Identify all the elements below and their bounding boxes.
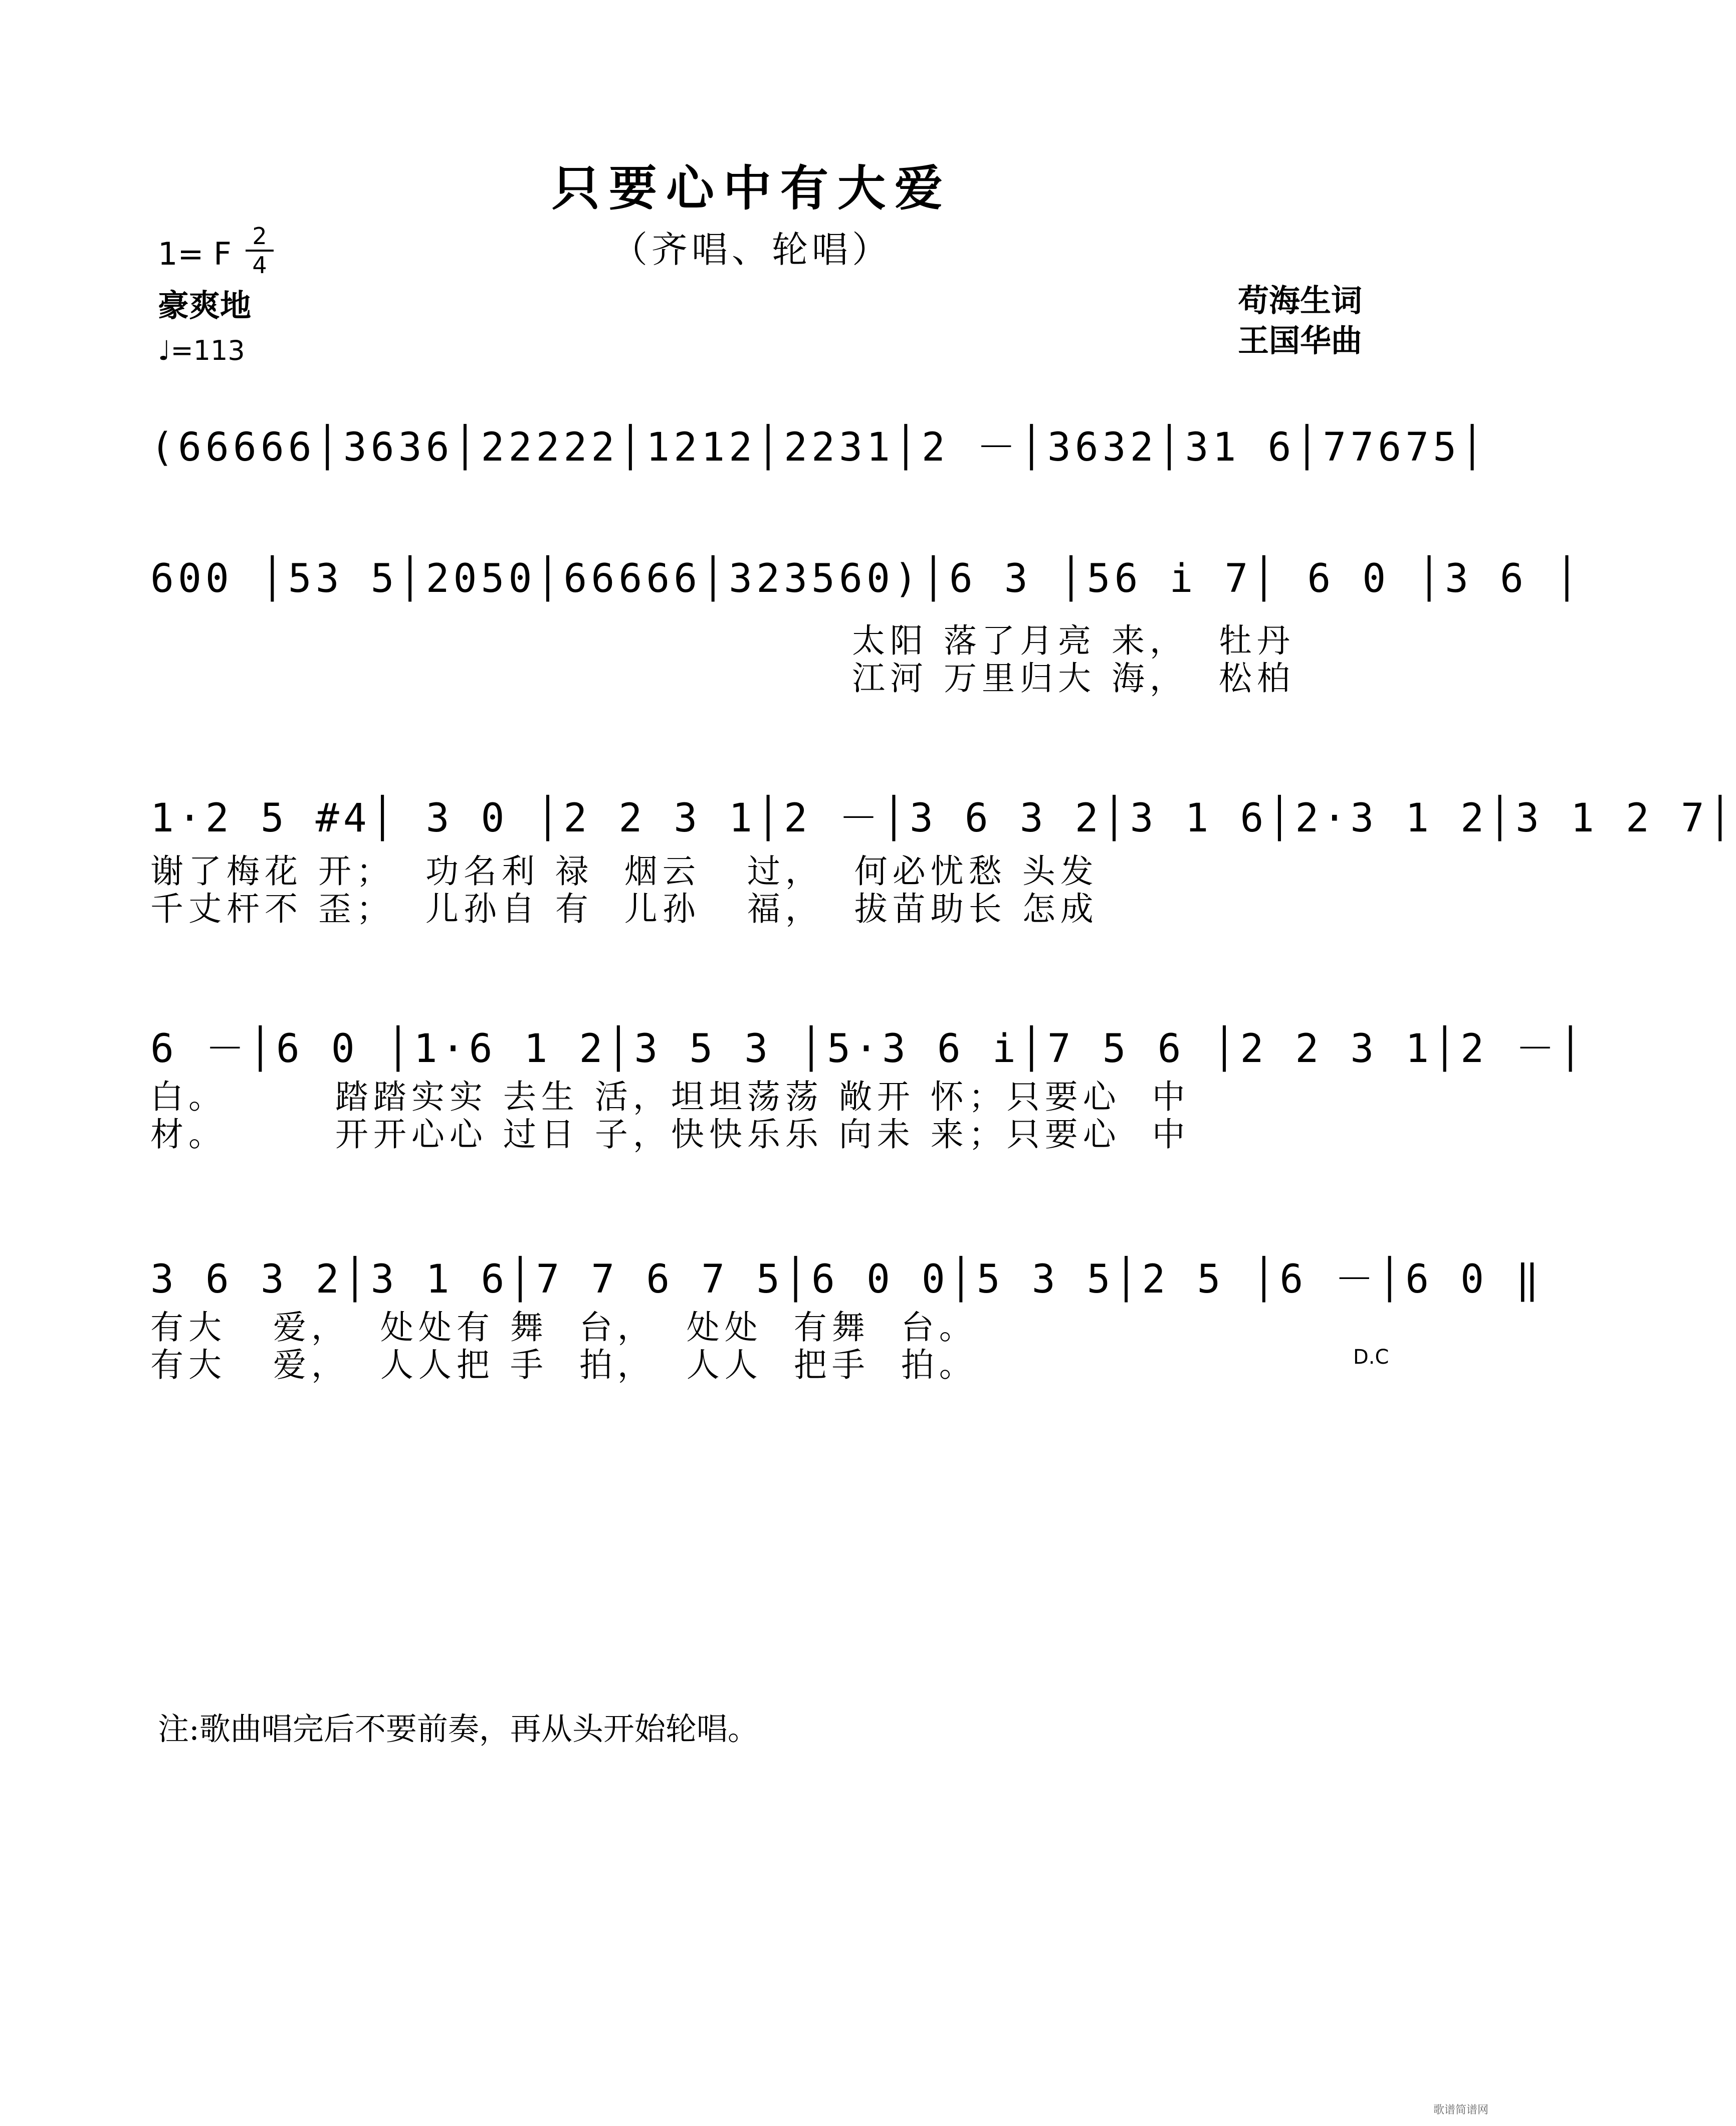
lyric-line-4a: 白。 踏踏实实 去生 活，坦坦荡荡 敞开 怀；只要心 中 — [150, 1078, 1190, 1116]
lyric-line-2b: 江河 万里归大 海， 松柏 — [852, 659, 1295, 698]
lyricist-credit: 苟海生词 — [1238, 282, 1363, 319]
song-title: 只要心中有大爱 — [552, 160, 952, 217]
time-signature — [246, 225, 274, 277]
lyric-line-5a: 有大 爱， 处处有 舞 台， 处处 有舞 台。 — [150, 1308, 977, 1347]
tempo-marking: 豪爽地 — [158, 287, 252, 324]
lyric-line-2a: 太阳 落了月亮 来， 牡丹 — [852, 621, 1295, 660]
notation-line-3: 1·2 5 #4│ 3 0 │2 2 3 1│2 －│3 6 3 2│3 1 6│2·3 1 2│3 1 2 7│ — [150, 796, 1736, 841]
composer-credit: 王国华曲 — [1238, 322, 1363, 359]
footnote: 注:歌曲唱完后不要前奏，再从头开始轮唱。 — [158, 1711, 759, 1747]
watermark: 歌谱简谱网 — [1433, 2104, 1488, 2116]
notation-line-1: (66666│3636│22222│1212│2231│2 －│3632│31 6│77675│ — [150, 425, 1488, 470]
notation-line-2: 600 │53 5│2050│66666│323560)│6 3 │56 i 7│ 6 0 │3 6 │ — [150, 556, 1583, 601]
lyric-line-4b: 材。 开开心心 过日 子，快快乐乐 向未 来；只要心 中 — [150, 1115, 1190, 1154]
time-top: 2 — [252, 223, 267, 250]
notation-line-4: 6 －│6 0 │1·6 1 2│3 5 3 │5·3 6 i│7 5 6 │2 2 3 1│2 －│ — [150, 1026, 1587, 1072]
metronome-mark: ♩=113 — [158, 335, 245, 366]
lyric-line-3a: 谢了梅花 开； 功名利 禄 烟云 过， 何必忧愁 头发 — [150, 852, 1099, 891]
lyric-line-5b: 有大 爱， 人人把 手 拍， 人人 把手 拍。 — [150, 1346, 977, 1384]
time-bottom: 4 — [252, 252, 267, 279]
notation-line-5: 3 6 3 2│3 1 6│7 7 6 7 5│6 0 0│5 3 5│2 5 │6 －│6 0 ‖ — [150, 1257, 1544, 1302]
lyric-line-3b: 千丈杆不 歪； 儿孙自 有 儿孙 福， 拔苗助长 怎成 — [150, 890, 1099, 928]
song-subtitle: （齐唱、轮唱） — [611, 229, 892, 271]
da-capo-mark: D.C — [1353, 1346, 1389, 1369]
key-signature: 1= F — [158, 236, 232, 272]
